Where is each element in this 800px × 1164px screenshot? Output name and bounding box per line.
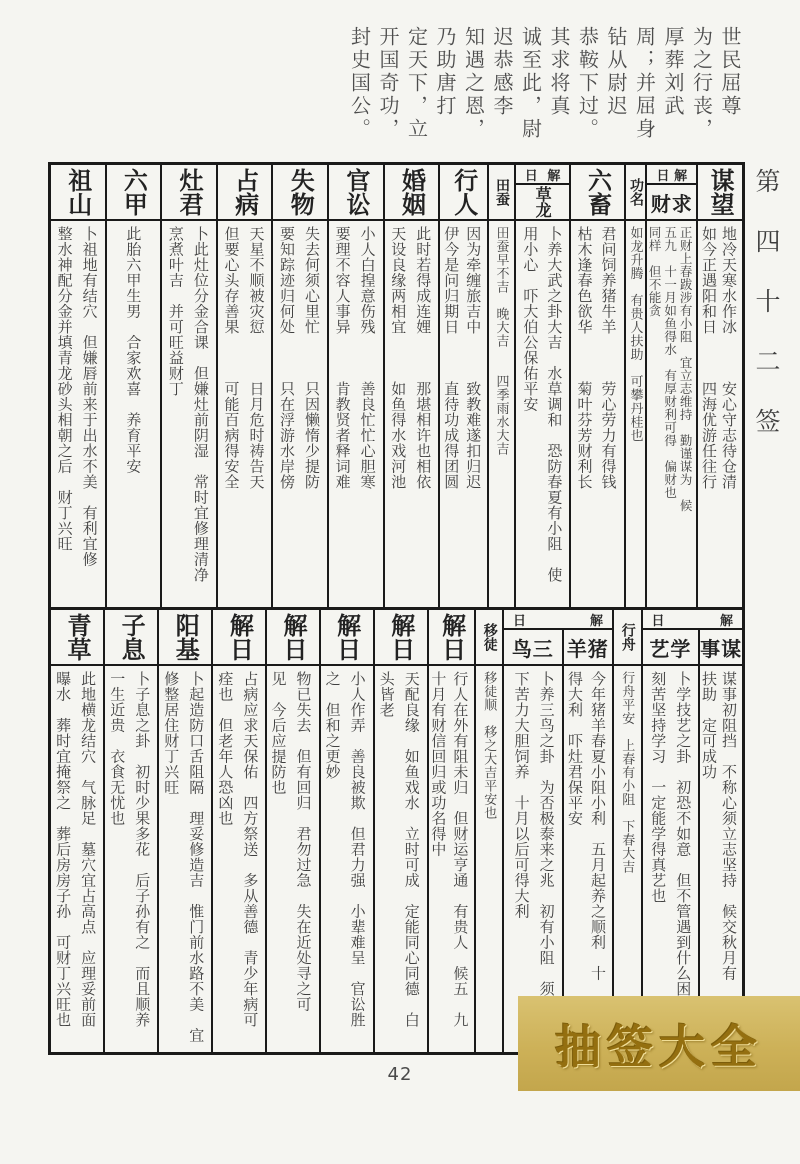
fortune-column-事谋 <box>698 630 742 1052</box>
column-body <box>105 666 157 1052</box>
column-header-label: 行舟 <box>619 623 636 651</box>
column-body <box>321 666 373 1052</box>
column-header-label: 失物 <box>286 168 315 216</box>
column-header-label: 祖山 <box>63 168 92 216</box>
column-header <box>626 165 646 221</box>
column-text: 失去何须心里忙 只因懒惰少提防 要知踪迹归何处 只在浮游水岸傍 <box>278 226 322 490</box>
column-text: 如龙升腾 有贵人扶助 可攀丹桂也 <box>627 226 643 442</box>
fortune-column-六甲 <box>105 165 161 607</box>
strip-header-jieri <box>504 610 612 630</box>
column-header-label: 占病 <box>230 168 259 216</box>
column-text: 君问饲养猪牛羊 劳心劳力有得钱 枯木逢春色欲华 菊叶芬芳财利长 <box>575 226 618 490</box>
column-header-label: 移徒 <box>481 623 498 651</box>
column-text: 此胎六甲生男 合家欢喜 养育平安 <box>124 226 143 474</box>
fortune-column-灶君 <box>160 165 216 607</box>
column-header-label: 灶君 <box>175 168 204 216</box>
column-group <box>51 165 514 607</box>
column-header-label: 阳基 <box>171 613 200 661</box>
fortune-column-解日 <box>319 610 373 1052</box>
column-text: 行人在外有阻未归 但财运亨通 有贵人 候五 九 十月有财信回归或功名得中 <box>429 671 470 1028</box>
column-text: 卜学技艺之卦 初恐不如意 但不管遇到什么困 刻苦坚持学习 一定能学得真艺也 <box>649 671 693 997</box>
column-header <box>700 630 742 666</box>
strip-char: 解 <box>674 168 688 184</box>
column-header <box>614 610 641 666</box>
column-header-label: 子息 <box>117 613 146 661</box>
fortune-table-top <box>48 162 745 610</box>
column-header <box>162 165 216 221</box>
column-header-label: 功名 <box>627 178 644 206</box>
column-header <box>51 165 105 221</box>
fortune-column-草龙 <box>516 185 570 607</box>
column-group <box>502 610 612 1052</box>
fortune-column-祖山 <box>51 165 105 607</box>
column-header-label: 田蚕 <box>494 178 511 206</box>
column-header <box>329 165 383 221</box>
fortune-column-田蚕 <box>487 165 513 607</box>
strip-header-jieri <box>647 165 696 185</box>
column-header-label: 六畜 <box>583 168 612 216</box>
column-header-label: 解日 <box>437 613 466 661</box>
column-group <box>645 165 696 607</box>
fortune-column-羊猪 <box>562 630 612 1052</box>
column-text: 卜养大武之卦大吉 水草调和 恐防春夏有小阻 使 用小心 吓大伯公保佑平安 <box>521 226 564 583</box>
column-header-label: 财求 <box>650 191 693 216</box>
column-text: 卜养三鸟之卦 为否极泰来之兆 初有小阻 须 下苦力大胆饲养 十月以后可得大利 <box>512 671 556 997</box>
fortune-column-财求 <box>647 185 696 607</box>
column-body <box>429 666 475 1052</box>
column-body <box>375 666 427 1052</box>
column-text: 物已失去 但有回归 君勿过急 失在近处寻之可 见 今后应提防也 <box>269 671 313 1012</box>
column-header-label: 解日 <box>386 613 415 661</box>
column-header-label: 官讼 <box>341 168 370 216</box>
column-text: 卜起造防口舌阻隔 理妥修造吉 惟门前水路不美 宜 修整居住财丁兴旺 <box>162 671 206 1043</box>
column-text: 小人作弄 善良被欺 但君力强 小辈难呈 官讼胜 之 但和之更妙 <box>323 671 367 1028</box>
column-body <box>626 221 646 607</box>
column-body <box>440 221 487 607</box>
column-body <box>385 221 439 607</box>
column-header-label: 青草 <box>63 613 92 661</box>
column-body <box>504 666 562 1052</box>
column-header <box>476 610 502 666</box>
fortune-column-行舟 <box>614 610 641 1052</box>
page-title: 第四十二签 <box>752 168 781 468</box>
column-header <box>440 165 487 221</box>
column-text: 正财上春跋涉有小阻 宜立志维持 勤谨谋为 候 五九 十一月如鱼得水 有厚财利可得 偏财也 同样 但不能贪 <box>647 226 694 512</box>
column-header <box>647 185 696 221</box>
column-body <box>476 666 502 1052</box>
column-text: 田蚕早不吉 晚大吉 四季雨水大吉 <box>493 226 509 456</box>
column-body <box>213 666 265 1052</box>
column-text: 今年猪羊春夏小阻小利 五月起养之顺利 十 得大利 吓灶君保平安 <box>566 671 607 981</box>
story-text: 世民屈尊 为之行丧， 厚葬刘武 周；并屈身 钻从尉迟 恭鞍下过。 其求将真 诚至此，尉 迟恭感李 知遇之恩， 乃助唐打 定天下，立 开国奇功， 封史国公。 <box>347 26 742 141</box>
column-header <box>385 165 439 221</box>
fortune-column-占病 <box>216 165 272 607</box>
column-text: 天星不顺被灾愆 日月危时祷告天 但要心头存善果 可能百病得安全 <box>222 226 266 490</box>
column-header <box>489 165 513 221</box>
column-body <box>162 221 216 607</box>
fortune-table-bottom <box>48 607 745 1055</box>
column-group <box>51 610 502 1052</box>
column-body <box>516 221 570 607</box>
column-text: 移徒顺 移之大吉平安也 <box>481 671 497 820</box>
column-text: 行舟平安 上春有小阻 下春大吉 <box>619 671 635 874</box>
fortune-column-六畜 <box>571 165 623 607</box>
column-header <box>564 630 612 666</box>
column-body <box>51 666 103 1052</box>
column-header <box>375 610 427 666</box>
column-header <box>504 630 562 666</box>
fortune-column-谋望 <box>698 165 742 607</box>
fortune-column-移徒 <box>474 610 502 1052</box>
column-header <box>698 165 742 221</box>
column-header-label: 解日 <box>225 613 254 661</box>
column-body <box>571 221 623 607</box>
strip-char: 日 <box>651 613 665 629</box>
column-header <box>218 165 272 221</box>
fortune-column-青草 <box>51 610 103 1052</box>
column-text: 谋事初阻挡 不称心须立志坚持 候交秋月有 扶助 定可成功 <box>700 671 739 981</box>
column-body <box>159 666 211 1052</box>
column-header-label: 羊猪 <box>566 636 609 661</box>
fortune-column-艺学 <box>643 630 699 1052</box>
column-body <box>700 666 742 1052</box>
column-header <box>273 165 327 221</box>
column-body <box>564 666 612 1052</box>
column-text: 天配良缘 如鱼戏水 立时可成 定能同心同德 白 头皆老 <box>377 671 421 1028</box>
column-body <box>273 221 327 607</box>
fortune-column-行人 <box>438 165 487 607</box>
fortune-column-解日 <box>265 610 318 1052</box>
column-header-label: 解日 <box>332 613 361 661</box>
column-header <box>213 610 265 666</box>
column-group <box>569 165 645 607</box>
column-text: 占病应求天保佑 四方祭送 多从善德 青少年病可 痊也 但老年人恐凶也 <box>216 671 260 1028</box>
fortune-column-子息 <box>103 610 157 1052</box>
column-text: 卜祖地有结穴 但嫌唇前来于出水不美 有利宜修 整水神配分金并填青龙砂头相朝之后 财丁兴旺 <box>55 226 99 567</box>
column-header <box>105 610 157 666</box>
column-body <box>614 666 641 1052</box>
column-body <box>218 221 272 607</box>
fortune-table <box>48 162 745 1055</box>
column-header-label: 鸟三 <box>511 636 554 661</box>
column-body <box>107 221 161 607</box>
column-group <box>641 610 742 1052</box>
column-header-label: 艺学 <box>649 636 692 661</box>
column-body <box>643 666 699 1052</box>
fortune-column-官讼 <box>327 165 383 607</box>
column-header <box>571 165 623 221</box>
column-header-label: 解日 <box>278 613 307 661</box>
fortune-column-阳基 <box>157 610 211 1052</box>
column-header <box>516 185 570 221</box>
fortune-column-解日 <box>427 610 475 1052</box>
column-body <box>267 666 318 1052</box>
column-header <box>321 610 373 666</box>
column-body <box>489 221 513 607</box>
column-text: 此时若得成连娌 那堪相许也相依 天设良缘两相宜 如鱼得水戏河池 <box>389 226 433 490</box>
watermark-text: 抽签大全 <box>555 1019 763 1074</box>
column-header-label: 草龙 <box>533 186 553 218</box>
column-header-label: 行人 <box>449 168 478 216</box>
column-header <box>429 610 475 666</box>
strip-char: 日 <box>656 168 670 184</box>
fortune-column-鸟三 <box>504 630 562 1052</box>
fortune-column-功名 <box>624 165 646 607</box>
column-header <box>159 610 211 666</box>
column-header <box>643 630 699 666</box>
column-text: 因为牵缠旅吉中 致教难遂扣归迟 伊今是问归期日 直待功成得团圆 <box>442 226 483 490</box>
fortune-column-解日 <box>373 610 427 1052</box>
fortune-column-解日 <box>211 610 265 1052</box>
column-text: 卜此灶位分金合课 但嫌灶前阴湿 常时宜修理清净 烹煮叶吉 并可旺益财丁 <box>166 226 210 583</box>
column-header <box>51 610 103 666</box>
fortune-column-失物 <box>271 165 327 607</box>
column-body <box>698 221 742 607</box>
strip-char: 解 <box>547 168 561 184</box>
column-header-label: 六甲 <box>119 168 148 216</box>
strip-char: 日 <box>512 613 526 629</box>
column-group <box>514 165 570 607</box>
column-header-label: 婚姻 <box>397 168 426 216</box>
strip-header-jieri <box>643 610 742 630</box>
column-header <box>267 610 318 666</box>
strip-header-jieri <box>516 165 570 185</box>
column-body <box>329 221 383 607</box>
column-group <box>696 165 742 607</box>
column-text: 此地横龙结穴 气脉足 墓穴宜占高点 应理妥前面 曝水 葬时宜掩祭之 葬后房房子孙 可财丁兴旺也 <box>54 671 98 1028</box>
column-text: 小人白揘意伤残 善良忙忙心胆寒 要理不容人事异 肯教贤者释词难 <box>333 226 377 490</box>
column-body <box>647 221 696 607</box>
column-text: 地冷天寒水作冰 安心守志待仓清 如今正遇阳和日 四海优游任往行 <box>700 226 738 490</box>
column-header-label: 事谋 <box>700 636 743 661</box>
column-header <box>107 165 161 221</box>
fortune-column-婚姻 <box>383 165 439 607</box>
column-group <box>612 610 641 1052</box>
strip-char: 日 <box>524 168 538 184</box>
strip-char: 解 <box>720 613 734 629</box>
column-text: 卜子息之卦 初时少果多花 后子孙有之 而且顺养 一生近贵 衣食无忧也 <box>108 671 152 1028</box>
page-number: 42 <box>387 1064 413 1085</box>
strip-char: 解 <box>589 613 603 629</box>
watermark-stamp <box>518 996 800 1091</box>
column-header-label: 谋望 <box>706 168 735 216</box>
column-body <box>51 221 105 607</box>
